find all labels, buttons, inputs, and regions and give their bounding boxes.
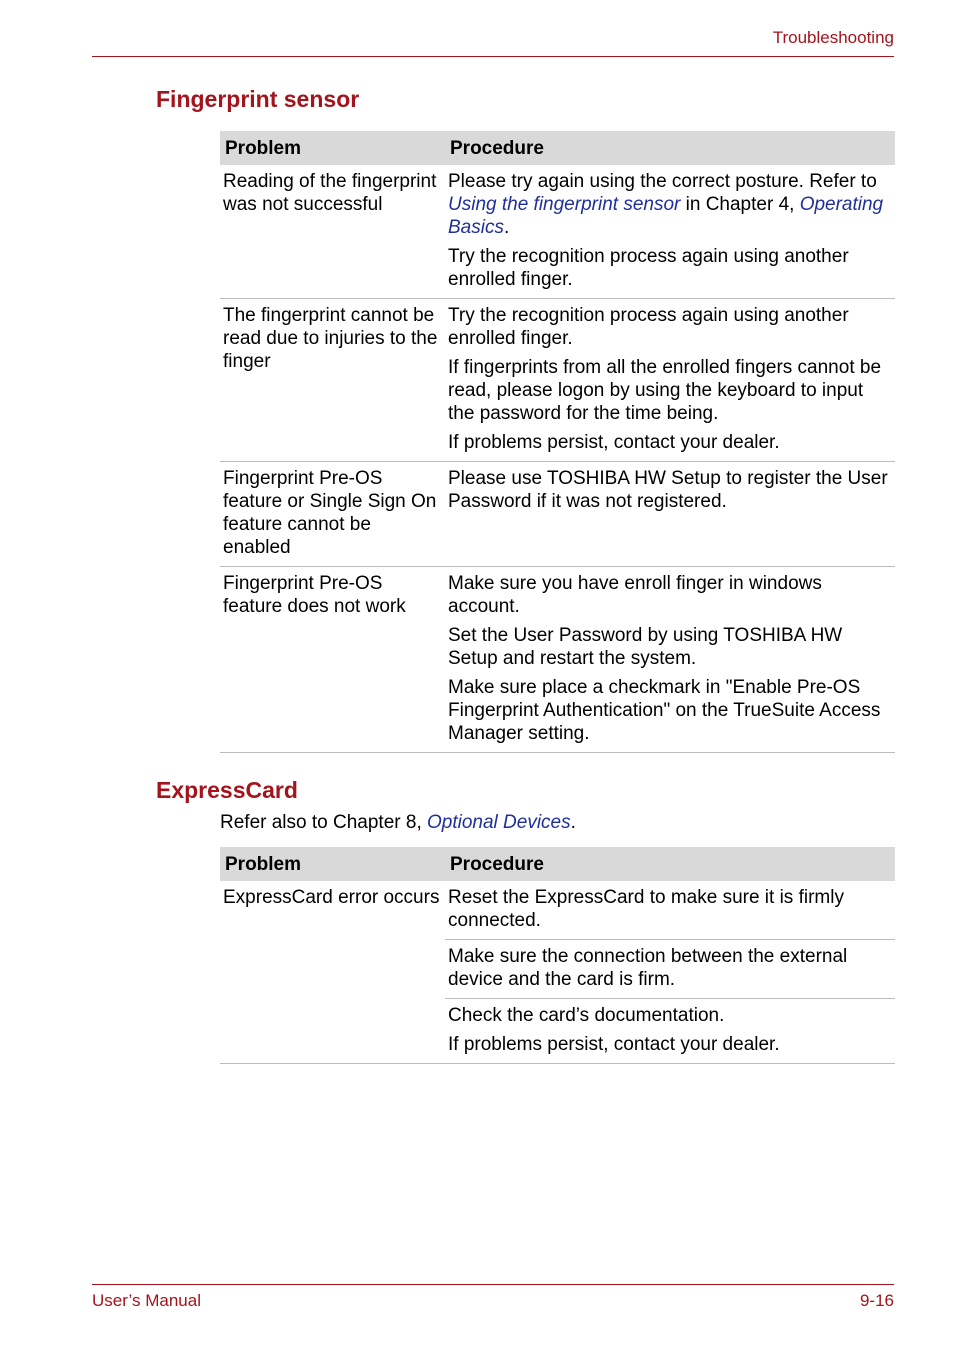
procedure-cell: [445, 999, 895, 1064]
procedure-text: Make sure you have enroll finger in windows account.: [448, 573, 822, 617]
page-number: 9-16: [859, 1291, 894, 1310]
table-row: [220, 165, 895, 299]
footer-rule: [92, 1284, 894, 1285]
procedure-text: Try the recognition process again using another enrolled finger.: [448, 305, 849, 349]
problem-cell: Fingerprint Pre-OS feature or Single Sign On feature cannot be enabled: [220, 462, 445, 567]
footer-manual-title: User’s Manual: [92, 1291, 201, 1310]
link-operating-basics[interactable]: Operating Basics: [448, 194, 884, 238]
table-row: [220, 881, 895, 940]
text-run: Refer also to Chapter 8,: [220, 812, 427, 833]
section-title-fingerprint: Fingerprint sensor: [156, 86, 360, 112]
table-row: [220, 299, 895, 462]
procedure-text: Please use TOSHIBA HW Setup to register the User Password if it was not registered.: [448, 468, 888, 512]
header-rule: [92, 56, 894, 57]
column-header-problem: Problem: [220, 131, 445, 165]
table-row: [220, 462, 895, 567]
link-optional-devices[interactable]: Optional Devices: [427, 812, 571, 833]
column-header-problem: Problem: [220, 847, 445, 881]
procedure-text: If problems persist, contact your dealer.: [448, 432, 780, 453]
column-header-procedure: Procedure: [445, 131, 895, 165]
fingerprint-table: [220, 131, 895, 753]
procedure-cell: [445, 462, 895, 567]
procedure-text: Reset the ExpressCard to make sure it is firmly connected.: [448, 887, 844, 931]
running-header: Troubleshooting: [772, 28, 894, 47]
link-using-fingerprint-sensor[interactable]: Using the fingerprint sensor: [448, 194, 681, 215]
procedure-cell: [445, 940, 895, 999]
text-run: .: [570, 812, 576, 833]
procedure-text: Make sure the connection between the external device and the card is firm.: [448, 946, 848, 990]
procedure-text: Set the User Password by using TOSHIBA HW Setup and restart the system.: [448, 625, 843, 669]
section-title-expresscard: ExpressCard: [156, 777, 298, 803]
problem-cell: Fingerprint Pre-OS feature does not work: [220, 567, 445, 753]
problem-cell: The fingerprint cannot be read due to injuries to the finger: [220, 299, 445, 462]
column-header-procedure: Procedure: [445, 847, 895, 881]
procedure-cell: [445, 165, 895, 299]
procedure-text: Try the recognition process again using another enrolled finger.: [448, 246, 849, 290]
text-run: Please try again using the correct posture. Refer to: [448, 171, 877, 192]
problem-cell: ExpressCard error occurs: [220, 881, 445, 1064]
procedure-cell: [445, 567, 895, 753]
procedure-cell: [445, 881, 895, 940]
text-run: .: [503, 217, 510, 238]
problem-cell: Reading of the fingerprint was not successful: [220, 165, 445, 299]
procedure-text: [448, 170, 892, 239]
text-run: in Chapter 4,: [680, 194, 800, 215]
procedure-text: If fingerprints from all the enrolled fingers cannot be read, please logon by using the keyboard to input the password for the time being.: [448, 357, 882, 424]
procedure-text: Check the card’s documentation.: [448, 1005, 725, 1026]
procedure-text: If problems persist, contact your dealer.: [448, 1034, 780, 1055]
table-row: [220, 567, 895, 753]
procedure-text: Make sure place a checkmark in "Enable Pre-OS Fingerprint Authentication" on the TrueSuite Access Manager setting.: [448, 677, 881, 744]
expresscard-table: [220, 847, 895, 1064]
expresscard-intro: [220, 812, 576, 834]
procedure-cell: [445, 299, 895, 462]
